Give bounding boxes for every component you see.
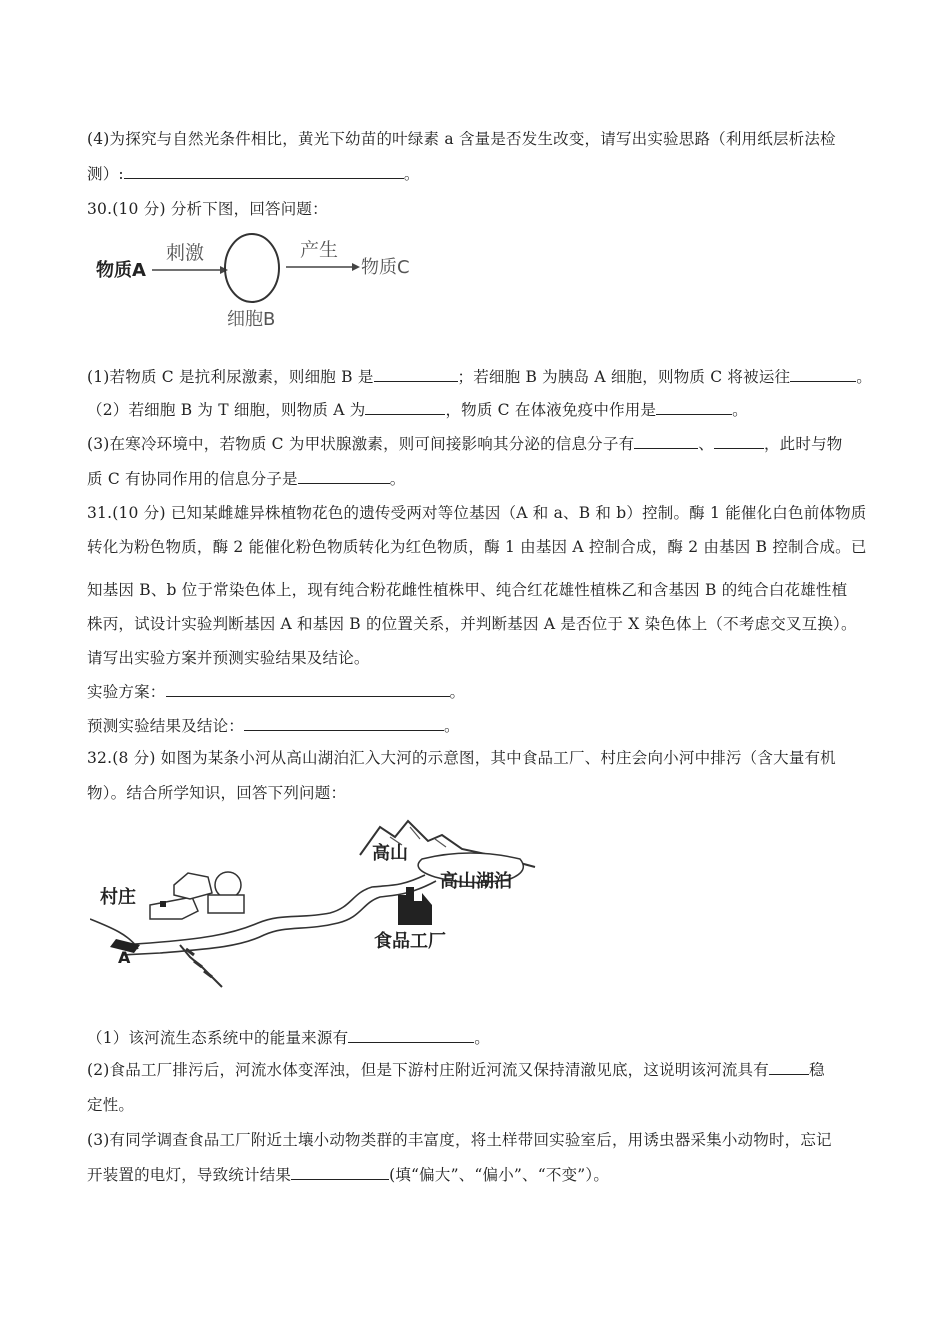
diagram-stimulate-label: 刺激 <box>166 242 205 264</box>
q32-3-text-a: 开装置的电灯，导致统计结果 <box>87 1166 292 1184</box>
q31-plan-label: 实验方案： <box>87 683 166 701</box>
q31-result-label: 预测实验结果及结论： <box>87 717 245 735</box>
q32-1 <box>87 1028 863 1048</box>
arrowhead-stimulate <box>220 266 228 274</box>
map-point-a: A <box>118 948 131 967</box>
q31-line5: 请写出实验方案并预测实验结果及结论。 <box>87 649 370 667</box>
village-house-2 <box>174 873 212 899</box>
q31-line1: 31.(10 分) 已知某雌雄异株植物花色的遗传受两对等位基因（A 和 a、B 和 b）控制。酶 1 能催化白色前体物质 <box>87 504 867 522</box>
diagram-substance-c: 物质C <box>361 257 410 278</box>
q31-plan-end: 。 <box>449 683 466 701</box>
q31-line2: 转化为粉色物质，酶 2 能催化粉色物质转化为红色物质，酶 1 由基因 A 控制合成，酶 2 由基因 B 控制合成。已 <box>87 538 867 556</box>
q30-3-line2 <box>87 469 863 489</box>
q32-2-text-a: (2)食品工厂排污后，河流水体变浑浊，但是下游村庄附近河流又保持清澈见底，这说明该河流具有 <box>87 1061 769 1079</box>
arrowhead-produce <box>352 263 360 271</box>
answer-blank <box>790 367 856 382</box>
q30-3-text-c: ，此时与物 <box>763 435 843 453</box>
answer-blank <box>244 716 444 731</box>
q30-1 <box>87 367 872 387</box>
q32-map <box>90 815 540 995</box>
q32-line1: 32.(8 分) 如图为某条小河从高山湖泊汇入大河的示意图，其中食品工厂、村庄会向小河中排污（含大量有机 <box>87 749 836 767</box>
answer-blank <box>166 682 450 697</box>
q30-3-text-d: 质 C 有协同作用的信息分子是 <box>87 470 298 488</box>
map-village-label: 村庄 <box>100 887 136 908</box>
q30-1-text-c: 。 <box>856 368 872 386</box>
answer-blank <box>365 400 445 415</box>
q31-line4: 株丙，试设计实验判断基因 A 和基因 B 的位置关系，并判断基因 A 是否位于 X 染色体上（不考虑交叉互换）。 <box>87 615 857 633</box>
q29-4-suffix: 。 <box>403 165 420 183</box>
q32-line2: 物）。结合所学知识，回答下列问题： <box>87 784 347 802</box>
q30-2-text-a: （2）若细胞 B 为 T 细胞，则物质 A 为 <box>87 401 366 419</box>
answer-blank <box>656 400 732 415</box>
answer-blank <box>769 1060 809 1075</box>
q31-plan <box>87 682 863 702</box>
answer-blank <box>348 1028 474 1043</box>
map-mountain-label: 高山 <box>372 843 408 864</box>
q30-diagram <box>90 232 430 337</box>
village-tree <box>215 872 241 898</box>
q30-1-text-a: (1)若物质 C 是抗利尿激素，则细胞 B 是 <box>87 368 374 386</box>
q32-1-text-b: 。 <box>474 1029 490 1047</box>
q31-line3: 知基因 B、b 位于常染色体上，现有纯合粉花雌性植株甲、纯合红花雄性植株乙和含基因 B 的纯合白花雄性植 <box>87 581 848 599</box>
q30-1-text-b: ；若细胞 B 为胰岛 A 细胞，则物质 C 将被运往 <box>457 368 791 386</box>
q30-3-line1 <box>87 434 863 454</box>
q29-4-prefix: 测）: <box>87 165 124 183</box>
q29-4-line2 <box>87 164 863 184</box>
map-lake-label: 高山湖泊 <box>440 871 512 892</box>
answer-blank <box>634 434 698 449</box>
q30-3-text-e: 。 <box>389 470 406 488</box>
q30-2-text-c: 。 <box>732 401 748 419</box>
q30-2-text-b: ，物质 C 在体液免疫中作用是 <box>445 401 657 419</box>
q32-2-line1 <box>87 1060 863 1080</box>
q32-3-line1: (3)有同学调查食品工厂附近土壤小动物类群的丰富度，将土样带回实验室后，用诱虫器采集小动物时，忘记 <box>87 1131 832 1149</box>
factory-silhouette <box>398 887 432 925</box>
village-house-1 <box>150 897 198 919</box>
village-house-3 <box>208 895 244 913</box>
q30-3-text-b: 、 <box>698 435 714 453</box>
q30-header: 30.(10 分) 分析下图，回答问题： <box>87 200 328 218</box>
q31-result <box>87 716 863 736</box>
q30-3-text-a: (3)在寒冷环境中，若物质 C 为甲状腺激素，则可间接影响其分泌的信息分子有 <box>87 435 635 453</box>
q32-3-text-b: (填“偏大”、“偏小”、“不变”）。 <box>389 1166 610 1184</box>
q32-1-text-a: （1）该河流生态系统中的能量来源有 <box>87 1029 349 1047</box>
q31-result-end: 。 <box>444 717 460 735</box>
main-river-hatch <box>186 949 212 977</box>
answer-blank <box>124 164 404 179</box>
diagram-substance-a: 物质A <box>96 260 146 281</box>
q32-3-line2 <box>87 1165 863 1185</box>
village-window <box>160 901 166 907</box>
q29-4-line1: (4)为探究与自然光条件相比，黄光下幼苗的叶绿素 a 含量是否发生改变，请写出实验思路（利用纸层析法检 <box>87 130 836 148</box>
answer-blank <box>374 367 458 382</box>
diagram-cell-b: 细胞B <box>227 309 276 330</box>
answer-blank <box>291 1165 389 1180</box>
cell-b-circle <box>225 234 279 302</box>
q30-2 <box>87 400 863 420</box>
q32-2-text-b: 稳 <box>808 1061 825 1079</box>
map-factory-label: 食品工厂 <box>374 931 446 952</box>
q32-2-line2: 定性。 <box>87 1096 135 1114</box>
answer-blank <box>298 469 390 484</box>
diagram-produce-label: 产生 <box>300 239 339 261</box>
answer-blank <box>714 434 764 449</box>
